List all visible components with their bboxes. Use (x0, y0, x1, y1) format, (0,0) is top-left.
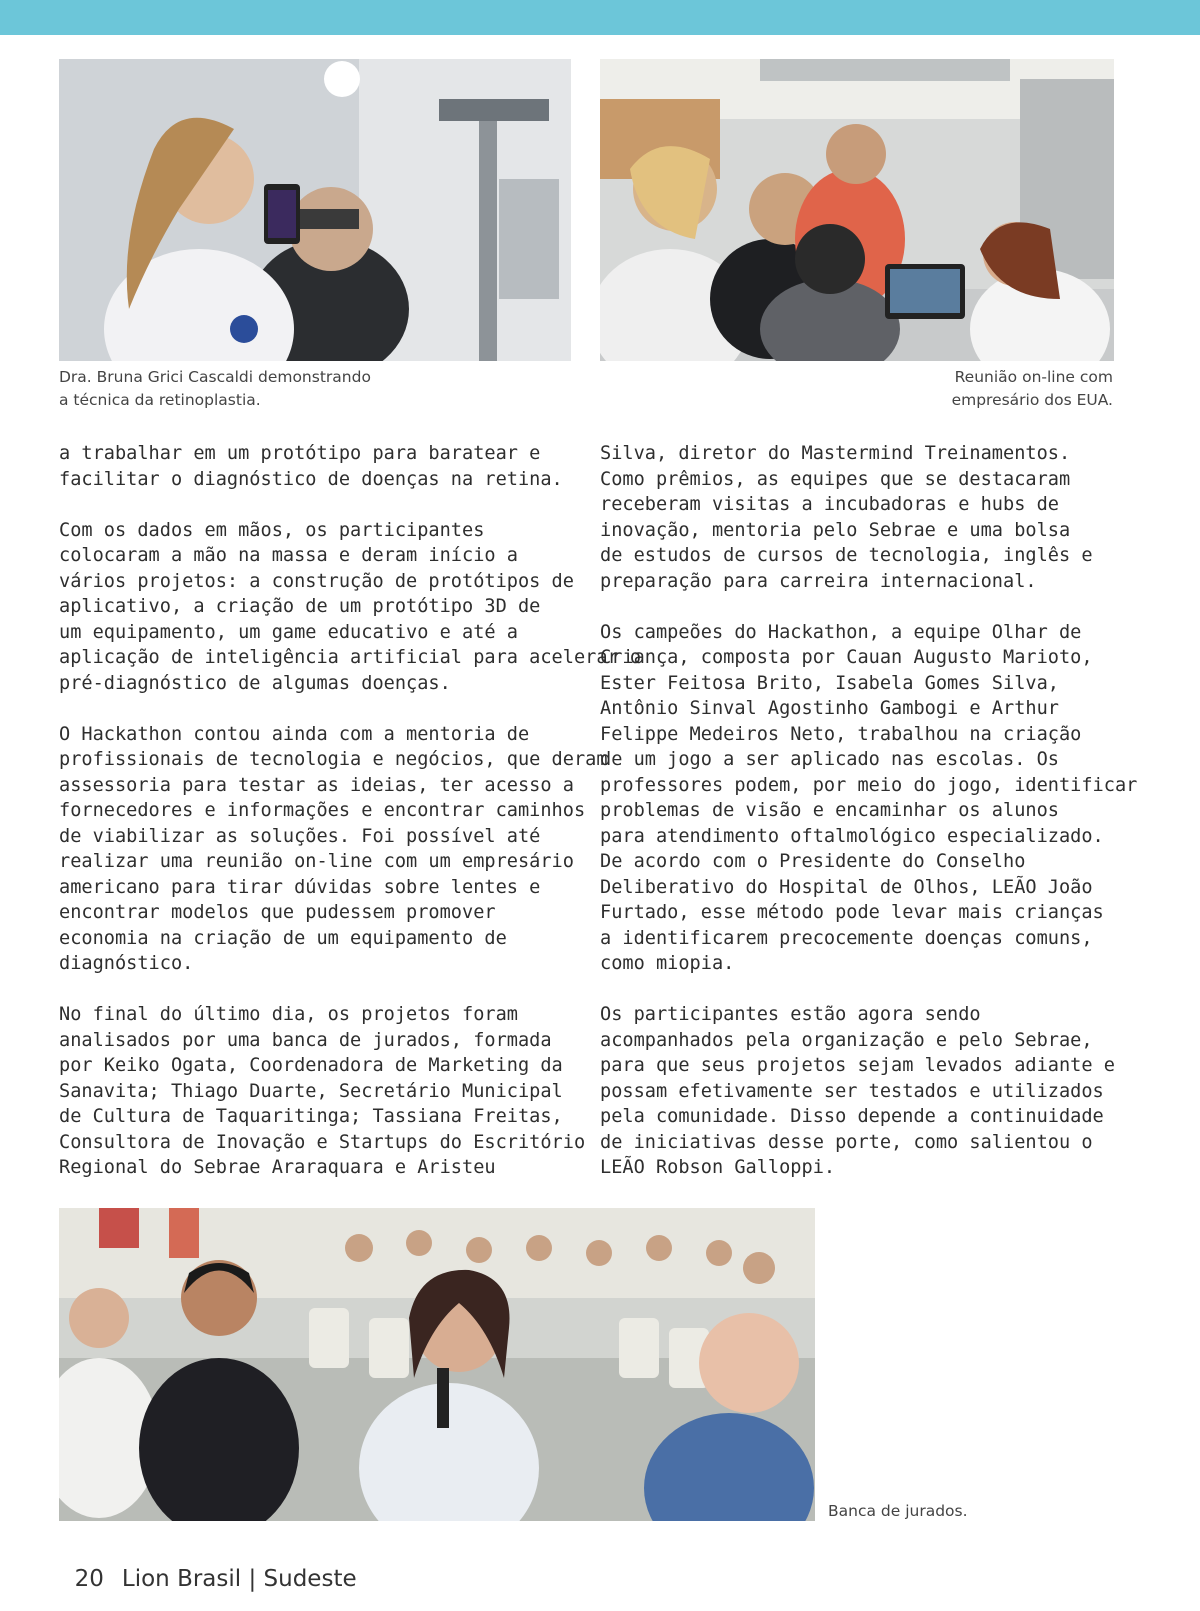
text-line: inovação, mentoria pelo Sebrae e uma bolsa (600, 519, 1071, 541)
text-line: como miopia. (600, 953, 735, 974)
paragraph (59, 1002, 586, 1181)
page-footer (60, 1540, 357, 1592)
text-line: Silva, diretor do Mastermind Treinamentos. (600, 443, 1071, 464)
text-line: de viabilizar as soluções. Foi possível até (59, 825, 541, 847)
paragraph (59, 441, 571, 492)
text-line: para que seus projetos sejam levados adiante e (600, 1055, 1115, 1076)
page-number: 20 (74, 1566, 104, 1592)
text-line: Felippe Medeiros Neto, trabalhou na criação (600, 723, 1082, 745)
text-line: Ester Feitosa Brito, Isabela Gomes Silva, (600, 672, 1059, 694)
paragraph (59, 518, 642, 697)
paragraph (59, 722, 608, 977)
text-line: No final do último dia, os projetos foram (59, 1004, 518, 1025)
caption-line: Banca de jurados. (828, 1502, 968, 1520)
text-line: O Hackathon contou ainda com a mentoria de (59, 723, 530, 745)
text-line: preparação para carreira internacional. (600, 570, 1037, 592)
text-line: Criança, composta por Cauan Augusto Marioto, (600, 647, 1093, 668)
text-line: fornecedores e informações e encontrar caminhos (59, 800, 586, 821)
caption-line: a técnica da retinoplastia. (59, 391, 261, 409)
text-line: de iniciativas desse porte, como salientou o (600, 1131, 1093, 1153)
text-line: Furtado, esse método pode levar mais crianças (600, 902, 1104, 923)
text-line: De acordo com o Presidente do Conselho (600, 851, 1026, 872)
text-line: Regional do Sebrae Araraquara e Aristeu (59, 1157, 496, 1178)
photo-jury-panel (59, 1208, 815, 1521)
text-line: Consultora de Inovação e Startups do Escritório (59, 1131, 586, 1153)
paragraph (600, 441, 1112, 594)
text-line: assessoria para testar as ideias, ter acesso a (59, 774, 574, 796)
text-line: americano para tirar dúvidas sobre lentes e (59, 876, 541, 898)
text-line: facilitar o diagnóstico de doenças na retina. (59, 468, 563, 490)
text-line: por Keiko Ogata, Coordenadora de Marketing da (59, 1055, 563, 1076)
text-line: encontrar modelos que pudessem promover (59, 902, 496, 923)
caption-line: Reunião on-line com (954, 368, 1113, 386)
right-text-column (600, 441, 1138, 1206)
text-line: problemas de visão e encaminhar os alunos (600, 800, 1059, 821)
caption-line: Dra. Bruna Grici Cascaldi demonstrando (59, 368, 371, 386)
text-line: profissionais de tecnologia e negócios, que deram (59, 749, 608, 770)
photo-eye-exam (59, 59, 571, 361)
text-line: analisados por uma banca de jurados, formada (59, 1029, 552, 1051)
text-line: a trabalhar em um protótipo para baratear e (59, 443, 541, 464)
text-line: Antônio Sinval Agostinho Gambogi e Arthur (600, 698, 1059, 719)
text-line: um equipamento, um game educativo e até a (59, 621, 518, 643)
text-line: aplicação de inteligência artificial para acelerar o (59, 647, 642, 668)
text-line: de estudos de cursos de tecnologia, inglês e (600, 545, 1093, 566)
text-line: Como prêmios, as equipes que se destacaram (600, 468, 1071, 490)
paragraph (600, 1002, 1115, 1181)
text-line: receberam visitas a incubadoras e hubs de (600, 494, 1059, 515)
top-color-bar (0, 0, 1200, 35)
text-line: Os participantes estão agora sendo (600, 1004, 981, 1025)
text-line: economia na criação de um equipamento de (59, 927, 507, 949)
text-line: vários projetos: a construção de protótipos de (59, 570, 574, 592)
caption-jury-panel (828, 1500, 968, 1523)
caption-line: empresário dos EUA. (951, 391, 1113, 409)
text-line: Com os dados em mãos, os participantes (59, 519, 485, 541)
text-line: diagnóstico. (59, 953, 194, 974)
text-line: de um jogo a ser aplicado nas escolas. Os (600, 749, 1059, 770)
text-line: Sanavita; Thiago Duarte, Secretário Municipal (59, 1080, 563, 1102)
caption-online-meeting (952, 366, 1113, 412)
text-line: pela comunidade. Disso depende a continuidade (600, 1106, 1104, 1127)
text-line: acompanhados pela organização e pelo Sebrae, (600, 1029, 1093, 1051)
publication-name: Lion Brasil | Sudeste (121, 1566, 357, 1592)
text-line: pré-diagnóstico de algumas doenças. (59, 672, 451, 694)
text-line: possam efetivamente ser testados e utilizados (600, 1080, 1104, 1102)
text-line: realizar uma reunião on-line com um empresário (59, 851, 574, 872)
text-line: Deliberativo do Hospital de Olhos, LEÃO João (600, 876, 1093, 898)
caption-eye-exam (59, 366, 371, 412)
paragraph (600, 620, 1138, 977)
text-line: colocaram a mão na massa e deram início a (59, 545, 518, 566)
photo-online-meeting (600, 59, 1114, 361)
left-text-column (59, 441, 642, 1206)
text-line: LEÃO Robson Galloppi. (600, 1157, 836, 1178)
text-line: professores podem, por meio do jogo, identificar (600, 774, 1138, 796)
text-line: de Cultura de Taquaritinga; Tassiana Freitas, (59, 1106, 563, 1127)
text-line: Os campeões do Hackathon, a equipe Olhar de (600, 621, 1082, 643)
text-line: para atendimento oftalmológico especializado. (600, 825, 1104, 847)
text-line: a identificarem precocemente doenças comuns, (600, 927, 1093, 949)
text-line: aplicativo, a criação de um protótipo 3D de (59, 596, 541, 617)
